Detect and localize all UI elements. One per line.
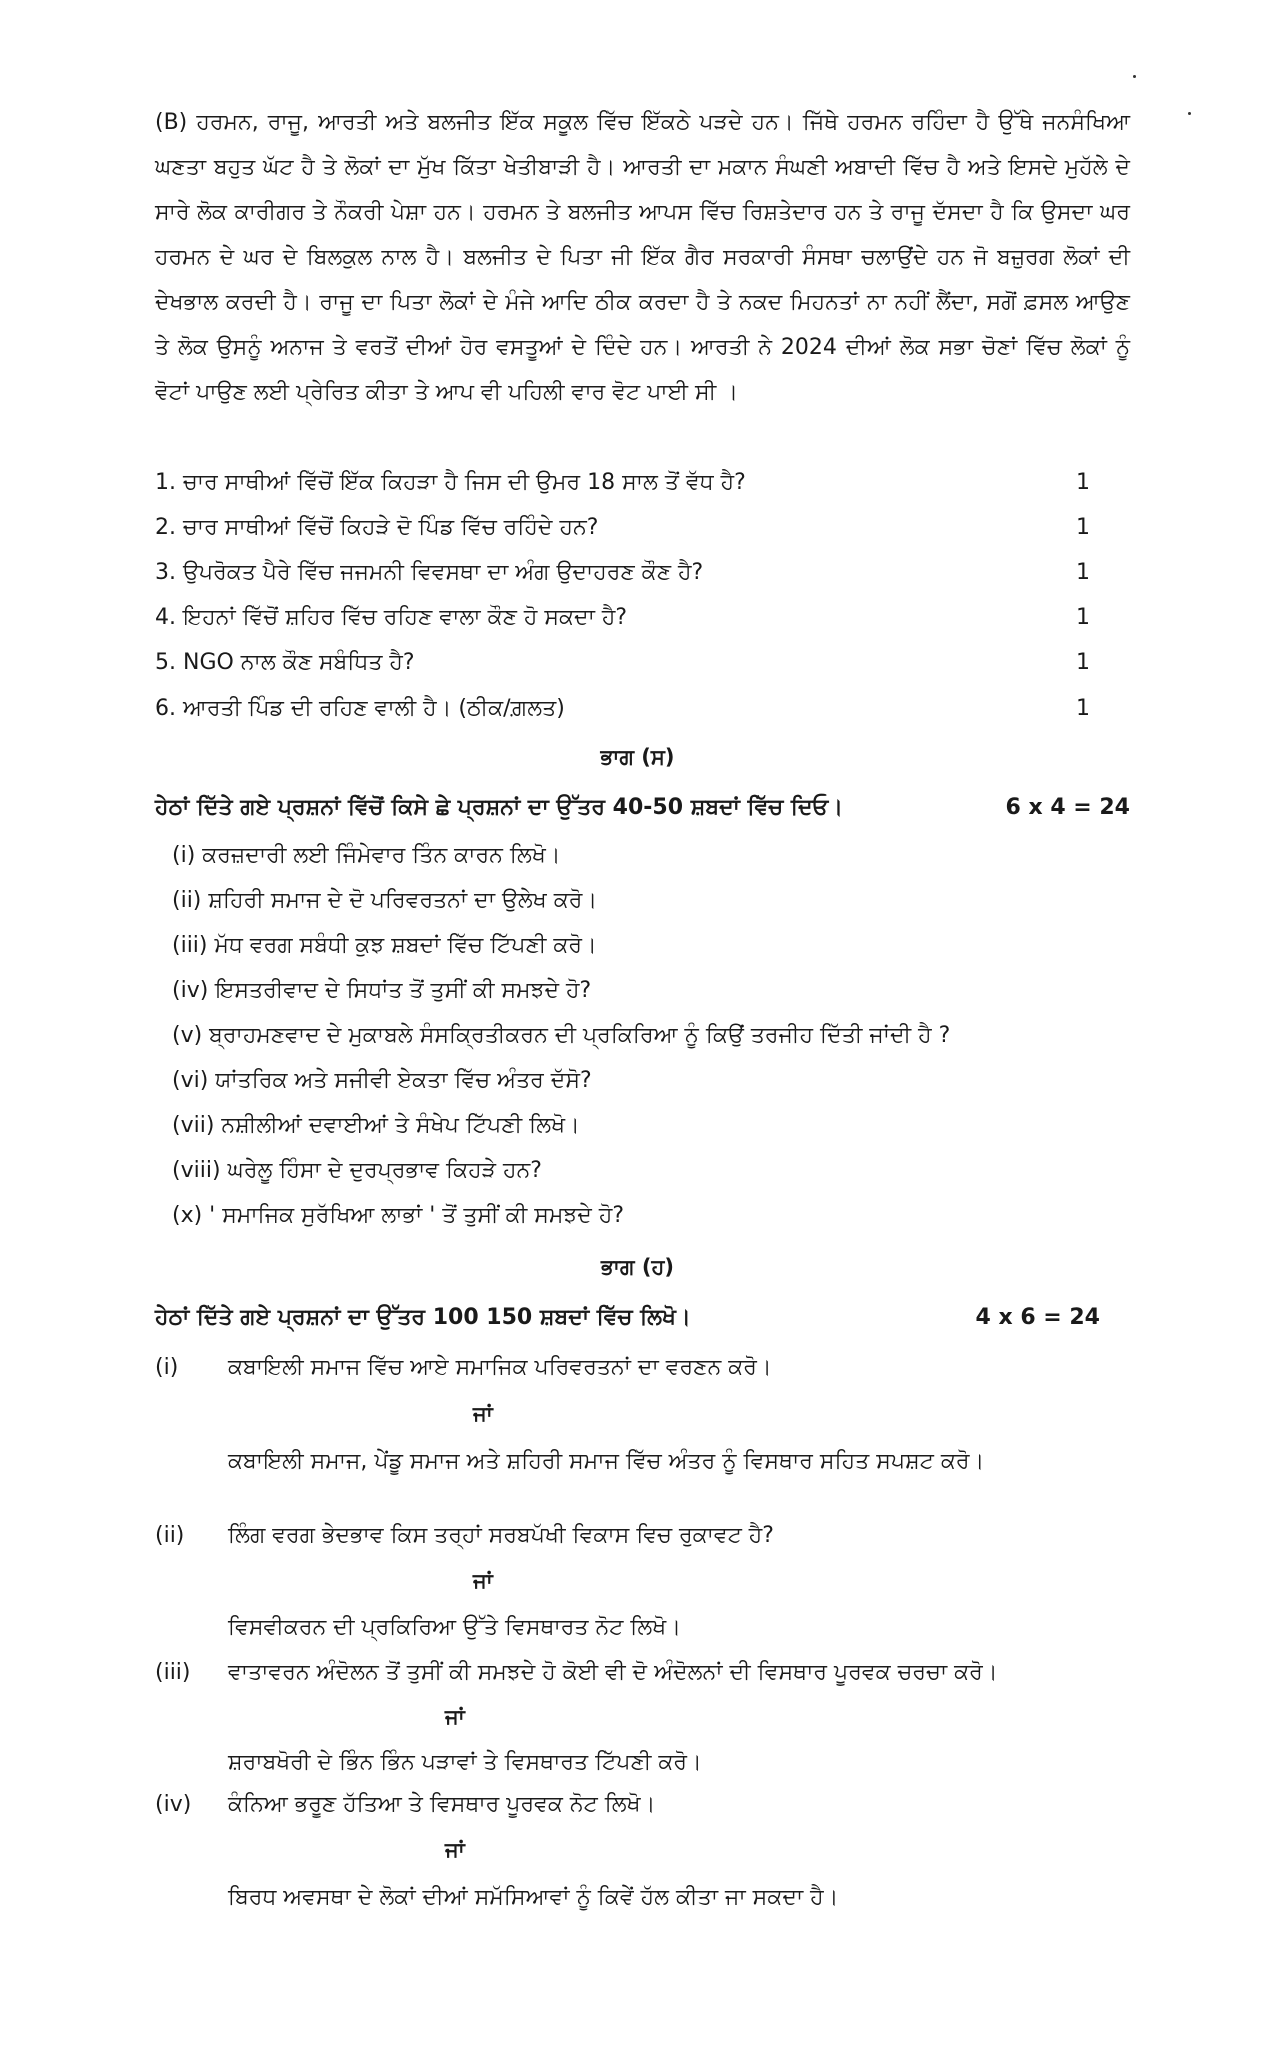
question-row xyxy=(155,696,1090,736)
section-c-heading: ਭਾਗ (ਸ) xyxy=(600,745,675,769)
scan-speck xyxy=(1133,75,1136,78)
long-question-alternative: ਬਿਰਧ ਅਵਸਥਾ ਦੇ ਲੋਕਾਂ ਦੀਆਂ ਸਮੱਸਿਆਵਾਂ ਨੂੰ ਕਿਵੇਂ ਹੱਲ ਕੀਤਾ ਜਾ ਸਕਦਾ ਹੈ। xyxy=(228,1885,839,1910)
long-question: ਕੰਨਿਆ ਭਰੂਣ ਹੱਤਿਆ ਤੇ ਵਿਸਥਾਰ ਪੂਰਵਕ ਨੋਟ ਲਿਖੋ। xyxy=(228,1792,656,1817)
section-c-instruction-text: ਹੇਠਾਂ ਦਿੱਤੇ ਗਏ ਪ੍ਰਸ਼ਨਾਂ ਵਿੱਚੋਂ ਕਿਸੇ ਛੇ ਪ੍ਰਸ਼ਨਾਂ ਦਾ ਉੱਤਰ 40-50 ਸ਼ਬਦਾਂ ਵਿੱਚ ਦਿਓ। xyxy=(155,795,844,820)
section-c-instruction xyxy=(155,795,1130,820)
long-question-alternative: ਵਿਸਵੀਕਰਨ ਦੀ ਪ੍ਰਕਿਰਿਆ ਉੱਤੇ ਵਿਸਥਾਰਤ ਨੋਟ ਲਿਖੋ। xyxy=(228,1615,682,1640)
long-question-number: (i) xyxy=(155,1355,179,1380)
short-question: (viii) ਘਰੇਲੂ ਹਿੰਸਾ ਦੇ ਦੁਰਪ੍ਰਭਾਵ ਕਿਹੜੇ ਹਨ? xyxy=(172,1158,542,1183)
scan-speck xyxy=(1188,112,1191,115)
short-question: (iii) ਮੱਧ ਵਰਗ ਸਬੰਧੀ ਕੁਝ ਸ਼ਬਦਾਂ ਵਿੱਚ ਟਿੱਪਣੀ ਕਰੋ। xyxy=(172,933,597,958)
question-text: 5. NGO ਨਾਲ ਕੌਣ ਸਬੰਧਿਤ ਹੈ? xyxy=(155,650,415,675)
short-question: (ii) ਸ਼ਹਿਰੀ ਸਮਾਜ ਦੇ ਦੋ ਪਰਿਵਰਤਨਾਂ ਦਾ ਉਲੇਖ ਕਰੋ। xyxy=(172,888,598,913)
question-text: 3. ਉਪਰੋਕਤ ਪੈਰੇ ਵਿੱਚ ਜਜਮਨੀ ਵਿਵਸਥਾ ਦਾ ਅੰਗ ਉਦਾਹਰਣ ਕੌਣ ਹੈ? xyxy=(155,560,704,585)
section-d-heading: ਭਾਗ (ਹ) xyxy=(601,1255,674,1279)
question-mark: 1 xyxy=(1076,605,1090,630)
long-question-number: (ii) xyxy=(155,1523,185,1548)
or-label: ਜਾਂ xyxy=(445,1838,465,1862)
long-question: ਕਬਾਇਲੀ ਸਮਾਜ ਵਿੱਚ ਆਏ ਸਮਾਜਿਕ ਪਰਿਵਰਤਨਾਂ ਦਾ ਵਰਣਨ ਕਰੋ। xyxy=(228,1355,772,1380)
long-question: ਵਾਤਾਵਰਨ ਅੰਦੋਲਨ ਤੋਂ ਤੁਸੀਂ ਕੀ ਸਮਝਦੇ ਹੋ ਕੋਈ ਵੀ ਦੋ ਅੰਦੋਲਨਾਂ ਦੀ ਵਿਸਥਾਰ ਪੂਰਵਕ ਚਰਚਾ ਕਰੋ। xyxy=(228,1660,998,1685)
short-question: (vi) ਯਾਂਤਰਿਕ ਅਤੇ ਸਜੀਵੀ ਏਕਤਾ ਵਿੱਚ ਅੰਤਰ ਦੱਸੋ? xyxy=(172,1068,592,1093)
short-question: (iv) ਇਸਤਰੀਵਾਦ ਦੇ ਸਿਧਾਂਤ ਤੋਂ ਤੁਸੀਂ ਕੀ ਸਮਝਦੇ ਹੋ? xyxy=(172,978,592,1003)
question-text: 2. ਚਾਰ ਸਾਥੀਆਂ ਵਿੱਚੋਂ ਕਿਹੜੇ ਦੋ ਪਿੰਡ ਵਿੱਚ ਰਹਿੰਦੇ ਹਨ? xyxy=(155,515,599,540)
question-mark: 1 xyxy=(1076,696,1090,721)
short-question: (i) ਕਰਜ਼ਦਾਰੀ ਲਈ ਜਿੰਮੇਵਾਰ ਤਿੰਨ ਕਾਰਨ ਲਿਖੋ। xyxy=(172,843,561,868)
case-study-passage: (B) ਹਰਮਨ, ਰਾਜੂ, ਆਰਤੀ ਅਤੇ ਬਲਜੀਤ ਇੱਕ ਸਕੂਲ ਵਿੱਚ ਇੱਕਠੇ ਪੜਦੇ ਹਨ। ਜਿੱਥੇ ਹਰਮਨ ਰਹਿੰਦਾ ਹੈ ਉੱਥੇ ਜਨਸੰਖਿਆ ਘਣਤਾ ਬਹੁਤ ਘੱਟ ਹੈ ਤੇ ਲੋਕਾਂ ਦਾ ਮੁੱਖ ਕਿੱਤਾ ਖੇਤੀਬਾੜੀ ਹੈ। ਆਰਤੀ ਦਾ ਮਕਾਨ ਸੰਘਣੀ ਅਬਾਦੀ ਵਿੱਚ ਹੈ ਅਤੇ ਇਸਦੇ ਮੁਹੱਲੇ ਦੇ ਸਾਰੇ ਲੋਕ ਕਾਰੀਗਰ ਤੇ ਨੌਕਰੀ ਪੇਸ਼ਾ ਹਨ। ਹਰਮਨ ਤੇ ਬਲਜੀਤ ਆਪਸ ਵਿੱਚ ਰਿਸ਼ਤੇਦਾਰ ਹਨ ਤੇ ਰਾਜੂ ਦੱਸਦਾ ਹੈ ਕਿ ਉਸਦਾ ਘਰ ਹਰਮਨ ਦੇ ਘਰ ਦੇ ਬਿਲਕੁਲ ਨਾਲ ਹੈ। ਬਲਜੀਤ ਦੇ ਪਿਤਾ ਜੀ ਇੱਕ ਗੈਰ ਸਰਕਾਰੀ ਸੰਸਥਾ ਚਲਾਉਂਦੇ ਹਨ ਜੋ ਬਜ਼ੁਰਗ ਲੋਕਾਂ ਦੀ ਦੇਖਭਾਲ ਕਰਦੀ ਹੈ। ਰਾਜੂ ਦਾ ਪਿਤਾ ਲੋਕਾਂ ਦੇ ਮੰਜੇ ਆਦਿ ਠੀਕ ਕਰਦਾ ਹੈ ਤੇ ਨਕਦ ਮਿਹਨਤਾਂ ਨਾ ਨਹੀਂ ਲੈਂਦਾ, ਸਗੋਂ ਫ਼ਸਲ ਆਉਣ ਤੇ ਲੋਕ ਉਸਨੂੰ ਅਨਾਜ ਤੇ ਵਰਤੋਂ ਦੀਆਂ ਹੋਰ ਵਸਤੂਆਂ ਦੇ ਦਿੰਦੇ ਹਨ। ਆਰਤੀ ਨੇ 2024 ਦੀਆਂ ਲੋਕ ਸਭਾ ਚੋਣਾਂ ਵਿੱਚ ਲੋਕਾਂ ਨੂੰ ਵੋਟਾਂ ਪਾਉਣ ਲਈ ਪ੍ਰੇਰਿਤ ਕੀਤਾ ਤੇ ਆਪ ਵੀ ਪਹਿਲੀ ਵਾਰ ਵੋਟ ਪਾਈ ਸੀ । xyxy=(155,110,1130,405)
question-mark: 1 xyxy=(1076,560,1090,585)
long-question-number: (iii) xyxy=(155,1660,191,1685)
long-question-alternative: ਸ਼ਰਾਬਖੋਰੀ ਦੇ ਭਿੰਨ ਭਿੰਨ ਪੜਾਵਾਂ ਤੇ ਵਿਸਥਾਰਤ ਟਿੱਪਣੀ ਕਰੋ। xyxy=(228,1750,702,1775)
section-d-instruction xyxy=(155,1305,1100,1330)
or-label: ਜਾਂ xyxy=(473,1402,493,1426)
long-question-number: (iv) xyxy=(155,1792,192,1817)
section-d-marks-total: 4 x 6 = 24 xyxy=(975,1305,1100,1330)
question-row xyxy=(155,605,1090,645)
question-row xyxy=(155,515,1090,555)
section-c-marks-total: 6 x 4 = 24 xyxy=(1005,795,1130,820)
or-label: ਜਾਂ xyxy=(445,1705,465,1729)
short-question: (vii) ਨਸ਼ੀਲੀਆਂ ਦਵਾਈਆਂ ਤੇ ਸੰਖੇਪ ਟਿੱਪਣੀ ਲਿਖੋ। xyxy=(172,1113,580,1138)
question-mark: 1 xyxy=(1076,650,1090,675)
question-mark: 1 xyxy=(1076,515,1090,540)
long-question: ਲਿੰਗ ਵਰਗ ਭੇਦਭਾਵ ਕਿਸ ਤਰ੍ਹਾਂ ਸਰਬਪੱਖੀ ਵਿਕਾਸ ਵਿਚ ਰੁਕਾਵਟ ਹੈ? xyxy=(228,1523,774,1548)
question-row xyxy=(155,560,1090,600)
or-label: ਜਾਂ xyxy=(473,1569,493,1593)
question-text: 6. ਆਰਤੀ ਪਿੰਡ ਦੀ ਰਹਿਣ ਵਾਲੀ ਹੈ। (ਠੀਕ/ਗ਼ਲਤ) xyxy=(155,696,565,721)
question-text: 4. ਇਹਨਾਂ ਵਿੱਚੋਂ ਸ਼ਹਿਰ ਵਿੱਚ ਰਹਿਣ ਵਾਲਾ ਕੌਣ ਹੋ ਸਕਦਾ ਹੈ? xyxy=(155,605,628,630)
short-question: (v) ਬ੍ਰਾਹਮਣਵਾਦ ਦੇ ਮੁਕਾਬਲੇ ਸੰਸਕ੍ਰਿਤੀਕਰਨ ਦੀ ਪ੍ਰਕਿਰਿਆ ਨੂੰ ਕਿਉਂ ਤਰਜੀਹ ਦਿੱਤੀ ਜਾਂਦੀ ਹੈ ? xyxy=(172,1023,951,1048)
short-question: (x) ' ਸਮਾਜਿਕ ਸੁਰੱਖਿਆ ਲਾਭਾਂ ' ਤੋਂ ਤੁਸੀਂ ਕੀ ਸਮਝਦੇ ਹੋ? xyxy=(172,1203,624,1228)
question-text: 1. ਚਾਰ ਸਾਥੀਆਂ ਵਿੱਚੋਂ ਇੱਕ ਕਿਹੜਾ ਹੈ ਜਿਸ ਦੀ ਉਮਰ 18 ਸਾਲ ਤੋਂ ਵੱਧ ਹੈ? xyxy=(155,470,746,495)
question-row xyxy=(155,470,1090,510)
question-mark: 1 xyxy=(1076,470,1090,495)
question-row xyxy=(155,650,1090,690)
long-question-alternative: ਕਬਾਇਲੀ ਸਮਾਜ, ਪੇਂਡੂ ਸਮਾਜ ਅਤੇ ਸ਼ਹਿਰੀ ਸਮਾਜ ਵਿੱਚ ਅੰਤਰ ਨੂੰ ਵਿਸਥਾਰ ਸਹਿਤ ਸਪਸ਼ਟ ਕਰੋ। xyxy=(228,1449,985,1474)
section-d-instruction-text: ਹੇਠਾਂ ਦਿੱਤੇ ਗਏ ਪ੍ਰਸ਼ਨਾਂ ਦਾ ਉੱਤਰ 100 150 ਸ਼ਬਦਾਂ ਵਿੱਚ ਲਿਖੋ। xyxy=(155,1305,691,1330)
